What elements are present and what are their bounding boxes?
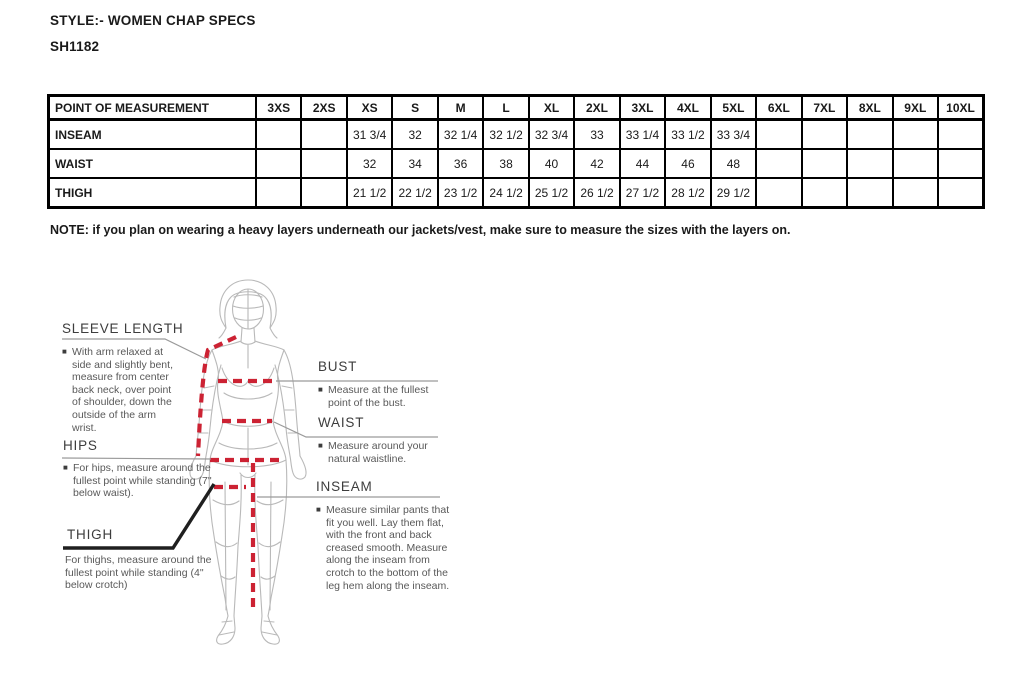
size-table (47, 94, 985, 209)
table-cell: 24 1/2 (483, 178, 528, 208)
table-cell: 29 1/2 (711, 178, 756, 208)
table-cell: 25 1/2 (529, 178, 574, 208)
sleeve-length-label: SLEEVE LENGTH (62, 321, 184, 336)
note-text: NOTE: if you plan on wearing a heavy layers underneath our jackets/vest, make sure to measure the sizes with the layers on. (50, 223, 791, 237)
table-cell (301, 120, 346, 150)
table-cell: 46 (665, 149, 710, 178)
table-cell: 26 1/2 (574, 178, 619, 208)
table-cell: 42 (574, 149, 619, 178)
inseam-label: INSEAM (316, 479, 373, 494)
table-cell (893, 120, 938, 150)
size-table-body (49, 120, 984, 208)
table-cell: 22 1/2 (392, 178, 437, 208)
row-label: WAIST (49, 149, 257, 178)
table-cell (756, 149, 801, 178)
table-cell (938, 149, 983, 178)
table-cell: 32 3/4 (529, 120, 574, 150)
thigh-label: THIGH (67, 527, 113, 542)
table-cell (847, 149, 892, 178)
col-header-size: M (438, 96, 483, 120)
table-cell: 36 (438, 149, 483, 178)
sleeve-length-desc: ■ With arm relaxed at side and slightly bent, measure from center back neck, over point of shoulder, down the outside of the arm wrist. (62, 346, 173, 434)
table-cell: 32 1/2 (483, 120, 528, 150)
table-row (49, 120, 984, 150)
col-header-size: 7XL (802, 96, 847, 120)
table-cell (938, 120, 983, 150)
table-cell (802, 149, 847, 178)
table-cell: 21 1/2 (347, 178, 392, 208)
table-header-row (49, 96, 984, 120)
square-bullet-icon: ■ (318, 385, 323, 394)
square-bullet-icon: ■ (63, 463, 68, 472)
table-row (49, 149, 984, 178)
col-header-size: XS (347, 96, 392, 120)
table-cell: 33 (574, 120, 619, 150)
col-header-size: 2XL (574, 96, 619, 120)
col-header-size: 8XL (847, 96, 892, 120)
col-header-size: 10XL (938, 96, 983, 120)
table-cell (893, 149, 938, 178)
hips-label: HIPS (63, 438, 98, 453)
row-label: INSEAM (49, 120, 257, 150)
square-bullet-icon: ■ (62, 347, 67, 356)
table-cell: 38 (483, 149, 528, 178)
bust-label: BUST (318, 359, 358, 374)
table-cell (256, 120, 301, 150)
col-header-size: 6XL (756, 96, 801, 120)
table-row (49, 178, 984, 208)
table-cell (847, 178, 892, 208)
row-label: THIGH (49, 178, 257, 208)
col-header-size: 5XL (711, 96, 756, 120)
hips-desc: ■ For hips, measure around the fullest point while standing (7" below waist). (63, 462, 212, 500)
size-table-head (49, 96, 984, 120)
table-cell: 32 1/4 (438, 120, 483, 150)
col-header-size: XL (529, 96, 574, 120)
table-cell: 32 (392, 120, 437, 150)
table-cell (802, 120, 847, 150)
col-header-size: 4XL (665, 96, 710, 120)
square-bullet-icon: ■ (318, 441, 323, 450)
table-cell: 28 1/2 (665, 178, 710, 208)
table-cell: 31 3/4 (347, 120, 392, 150)
table-cell (301, 178, 346, 208)
style-title: STYLE:- WOMEN CHAP SPECS (50, 13, 256, 28)
col-header-size: 3XL (620, 96, 665, 120)
table-cell: 40 (529, 149, 574, 178)
col-header-point-of-measurement: POINT OF MEASUREMENT (49, 96, 257, 120)
table-cell (756, 178, 801, 208)
table-cell (802, 178, 847, 208)
col-header-size: L (483, 96, 528, 120)
table-cell (256, 178, 301, 208)
table-cell: 34 (392, 149, 437, 178)
table-cell: 44 (620, 149, 665, 178)
hips-leader-line (62, 458, 211, 459)
table-cell (893, 178, 938, 208)
table-cell: 33 1/2 (665, 120, 710, 150)
table-cell (756, 120, 801, 150)
table-cell: 48 (711, 149, 756, 178)
style-code: SH1182 (50, 39, 100, 54)
waist-desc: ■ Measure around your natural waistline. (318, 440, 428, 465)
square-bullet-icon: ■ (316, 505, 321, 514)
col-header-size: 9XL (893, 96, 938, 120)
table-cell: 33 3/4 (711, 120, 756, 150)
table-cell: 27 1/2 (620, 178, 665, 208)
table-cell (938, 178, 983, 208)
thigh-desc: For thighs, measure around the fullest point while standing (4" below crotch) (65, 554, 212, 592)
table-cell: 23 1/2 (438, 178, 483, 208)
bust-desc: ■ Measure at the fullest point of the bust. (318, 384, 429, 409)
table-cell: 33 1/4 (620, 120, 665, 150)
table-cell: 32 (347, 149, 392, 178)
table-cell (301, 149, 346, 178)
waist-label: WAIST (318, 415, 365, 430)
col-header-size: 3XS (256, 96, 301, 120)
col-header-size: 2XS (301, 96, 346, 120)
table-cell (847, 120, 892, 150)
table-cell (256, 149, 301, 178)
inseam-desc: ■ Measure similar pants that fit you well. Lay them flat, with the front and back creased smooth. Measure along the inseam from crotch to the bottom of the leg hem along the inseam. (316, 504, 450, 592)
col-header-size: S (392, 96, 437, 120)
